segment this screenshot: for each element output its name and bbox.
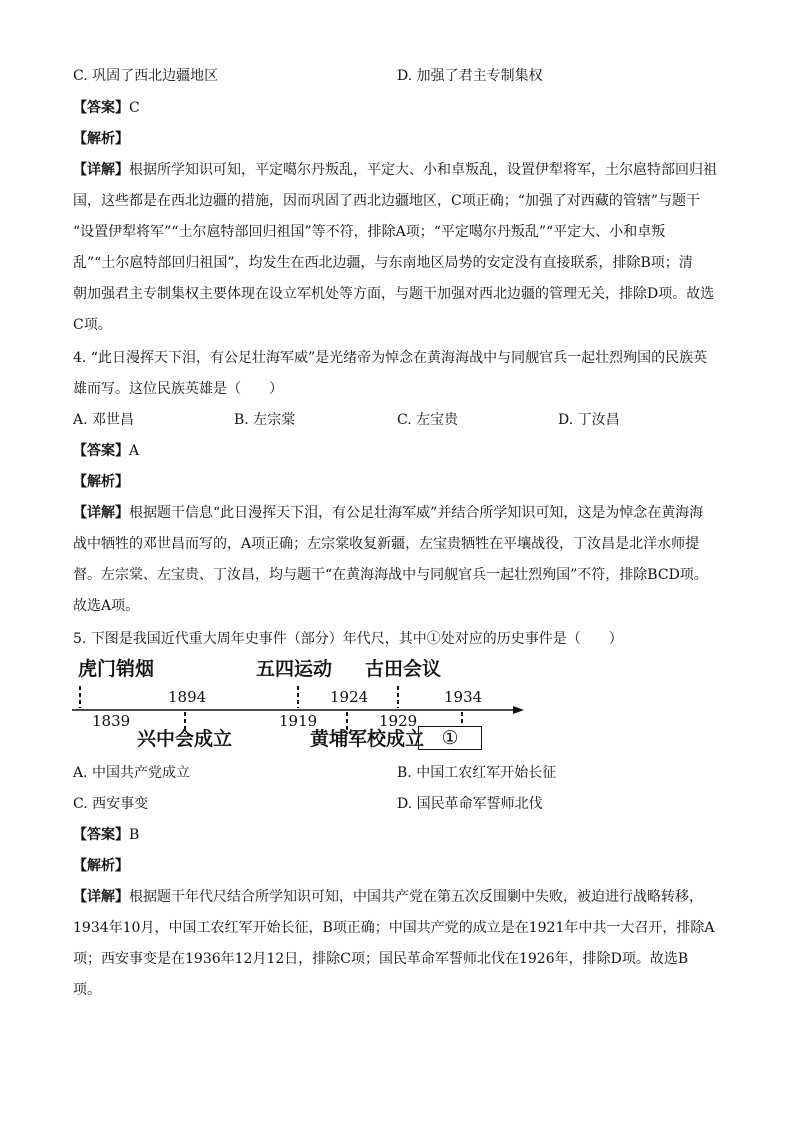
- answer-tag: 【答案】: [73, 443, 129, 459]
- answer-tag: 【答案】: [73, 827, 129, 843]
- q4-detail-line: [73, 503, 703, 523]
- timeline-event-label: 兴中会成立: [137, 728, 233, 750]
- timeline-year-label: 1919: [279, 712, 318, 730]
- q3-analysis-tag: 【解析】: [73, 131, 129, 147]
- q5-answer: [73, 825, 139, 845]
- detail-tag: 【详解】: [73, 505, 129, 521]
- timeline-year-label: 1929: [379, 712, 418, 730]
- timeline-event-label: 五四运动: [256, 658, 333, 680]
- q3-detail-line: [73, 160, 717, 180]
- q4-option-b: B. 左宗棠: [234, 412, 296, 428]
- answer-value: C: [129, 100, 140, 116]
- timeline-year-label: 1924: [330, 688, 369, 706]
- timeline-year-label: 1839: [92, 712, 131, 730]
- q4-analysis-tag: 【解析】: [73, 474, 129, 490]
- timeline-year-label: 1894: [168, 688, 207, 706]
- answer-tag: 【答案】: [73, 100, 129, 116]
- q5-analysis-tag: 【解析】: [73, 858, 129, 874]
- q3-answer: [73, 98, 140, 118]
- q4-answer: [73, 441, 139, 461]
- q5-detail-line: 项；西安事变是在1936年12月12日，排除C项；国民革命军誓师北伐在1926年，排除D项。故选B: [73, 951, 689, 967]
- q4-option-c: C. 左宝贵: [397, 412, 459, 428]
- q4-stem: 雄而写。这位民族英雄是（ ）: [73, 381, 283, 397]
- q5-option-d: D. 国民革命军誓师北伐: [397, 796, 543, 812]
- answer-value: B: [129, 827, 140, 843]
- timeline-event-label: 虎门销烟: [78, 658, 155, 680]
- q5-option-a: A. 中国共产党成立: [73, 765, 191, 781]
- q3-option-c: C. 巩固了西北边疆地区: [73, 68, 219, 84]
- timeline-year-label: 1934: [444, 688, 483, 706]
- q5-stem: 5. 下图是我国近代重大周年史事件（部分）年代尺，其中①处对应的历史事件是（ ）: [73, 631, 623, 647]
- q4-option-a: A. 邓世昌: [73, 412, 135, 428]
- q3-option-d: D. 加强了君主专制集权: [397, 68, 543, 84]
- q4-detail-line: 督。左宗棠、左宝贵、丁汝昌，均与题干“在黄海海战中与同舰官兵一起壮烈殉国”不符，排除BCD项。: [73, 567, 708, 583]
- q4-detail-line: 战中牺牲的邓世昌而写的，A项正确；左宗棠收复新疆，左宝贵牺牲在平壤战役，丁汝昌是北洋水师提: [73, 536, 700, 552]
- q5-option-c: C. 西安事变: [73, 796, 149, 812]
- detail-text: 根据所学知识可知，平定噶尔丹叛乱，平定大、小和卓叛乱，设置伊犁将军，土尔扈特部回归祖: [129, 162, 717, 178]
- q5-detail-line: [73, 887, 703, 907]
- q4-stem: 4. “此日漫挥天下泪，有公足壮海军威”是光绪帝为悼念在黄海海战中与同舰官兵一起壮烈殉国的民族英: [73, 350, 708, 366]
- q5-detail-line: 1934年10月，中国工农红军开始长征，B项正确；中国共产党的成立是在1921年中共一大召开，排除A: [73, 920, 715, 936]
- q5-detail-line: 项。: [73, 982, 101, 998]
- q4-option-d: D. 丁汝昌: [558, 412, 620, 428]
- timeline-figure: [68, 652, 528, 756]
- q3-detail-line: 乱”“土尔扈特部回归祖国”，均发生在西北边疆，与东南地区局势的安定没有直接联系，排除B项；清: [73, 255, 693, 271]
- detail-tag: 【详解】: [73, 889, 129, 905]
- detail-tag: 【详解】: [73, 162, 129, 178]
- detail-text: 根据题干年代尺结合所学知识可知，中国共产党在第五次反围剿中失败，被迫进行战略转移，: [129, 889, 703, 905]
- q4-detail-line: 故选A项。: [73, 598, 140, 614]
- q3-detail-line: 国，这些都是在西北边疆的措施，因而巩固了西北边疆地区，C项正确；“加强了对西藏的管辖”与题干: [73, 193, 701, 209]
- q3-detail-line: 朝加强君主专制集权主要体现在设立军机处等方面，与题干加强对西北边疆的管理无关，排除D项。故选: [73, 286, 715, 302]
- detail-text: 根据题干信息“此日漫挥天下泪，有公足壮海军威”并结合所学知识可知，这是为悼念在黄海海: [129, 505, 704, 521]
- timeline-answer-box: ①: [418, 726, 482, 750]
- timeline-event-label: 古田会议: [365, 658, 442, 680]
- answer-value: A: [129, 443, 140, 459]
- q3-detail-line: C项。: [73, 317, 112, 333]
- q3-detail-line: “设置伊犁将军”“土尔扈特部回归祖国”等不符，排除A项；“平定噶尔丹叛乱”“平定大、小和卓叛: [73, 224, 666, 240]
- timeline-event-label: 黄埔军校成立: [310, 728, 425, 750]
- q5-option-b: B. 中国工农红军开始长征: [397, 765, 557, 781]
